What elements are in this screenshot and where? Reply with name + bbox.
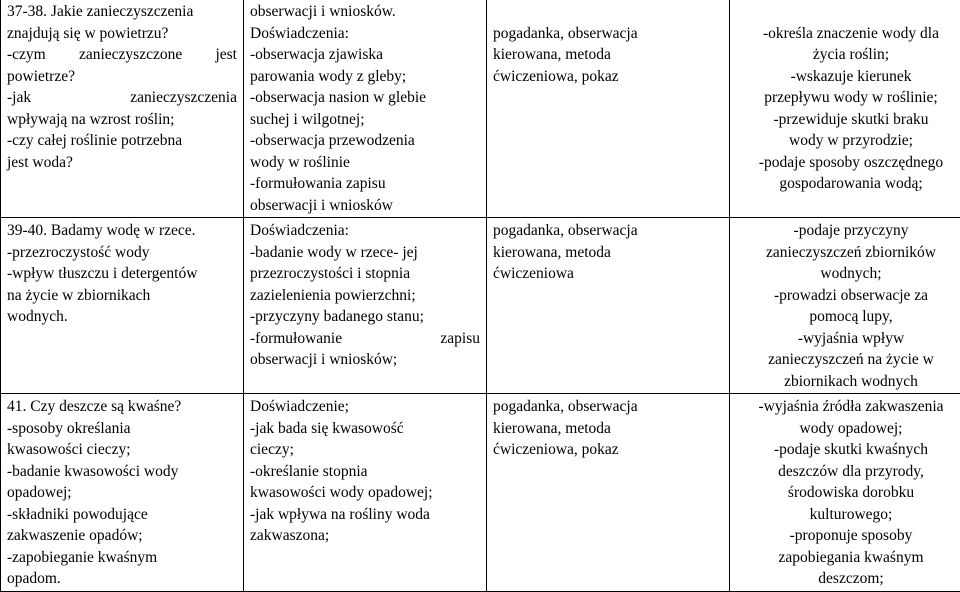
outcome-line: -proponuje sposoby [736, 525, 960, 547]
activities-cell [244, 218, 487, 394]
activity-line: -obserwacja przewodzenia [250, 130, 480, 152]
outcomes-cell [730, 218, 960, 394]
activity-line: kwasowości wody opadowej; [250, 482, 480, 504]
topic-line: -sposoby określania [7, 418, 237, 440]
outcome-line: -prowadzi obserwacje za [736, 285, 960, 307]
activity-line: suchej i wilgotnej; [250, 109, 480, 131]
activities-cell [244, 0, 487, 218]
outcome-line: zanieczyszczeń zbiorników [736, 242, 960, 264]
activity-line: -formułowanie zapisu [250, 328, 480, 350]
outcome-line: pomocą lupy, [736, 306, 960, 328]
topic-line: jest woda? [7, 152, 237, 174]
activity-line: Doświadczenia: [250, 220, 480, 242]
table-row [1, 394, 960, 592]
method-line: pogadanka, obserwacja [493, 396, 723, 418]
topic-cell [1, 0, 244, 218]
topic-line: kwasowości cieczy; [7, 439, 237, 461]
outcome-line: wody opadowej; [736, 418, 960, 440]
method-line: pogadanka, obserwacja [493, 23, 723, 45]
activity-line: wody w roślinie [250, 152, 480, 174]
outcomes-cell [730, 394, 960, 592]
methods-cell [487, 218, 730, 394]
topic-line: -badanie kwasowości wody [7, 461, 237, 483]
topic-line: 39-40. Badamy wodę w rzece. [7, 220, 237, 242]
topic-line: opadowej; [7, 482, 237, 504]
method-line: pogadanka, obserwacja [493, 220, 723, 242]
outcome-line: -podaje sposoby oszczędnego [736, 152, 960, 174]
outcome-line: -wskazuje kierunek [736, 66, 960, 88]
method-line: kierowana, metoda [493, 242, 723, 264]
activity-line: -formułowania zapisu [250, 173, 480, 195]
activity-line: obserwacji i wniosków. [250, 1, 480, 23]
table-row [1, 0, 960, 218]
method-line: ćwiczeniowa, pokaz [493, 66, 723, 88]
outcome-line: przepływu wody w roślinie; [736, 87, 960, 109]
topic-cell [1, 218, 244, 394]
outcome-line: deszczom; [736, 568, 960, 590]
outcome-line: gospodarowania wodą; [736, 173, 960, 195]
activity-line: -określanie stopnia [250, 461, 480, 483]
table-row [1, 218, 960, 394]
methods-cell [487, 394, 730, 592]
activity-line: parowania wody z gleby; [250, 66, 480, 88]
topic-cell [1, 394, 244, 592]
topic-line: powietrze? [7, 66, 237, 88]
outcome-line: zapobiegania kwaśnym [736, 547, 960, 569]
outcome-line: -określa znaczenie wody dla [736, 23, 960, 45]
method-line: kierowana, metoda [493, 418, 723, 440]
topic-line: wpływają na wzrost roślin; [7, 109, 237, 131]
topic-line: wodnych. [7, 306, 237, 328]
topic-line: opadom. [7, 568, 237, 590]
outcome-line: życia roślin; [736, 44, 960, 66]
method-line: ćwiczeniowa, pokaz [493, 439, 723, 461]
outcome-line: -podaje przyczyny [736, 220, 960, 242]
outcome-line: wodnych; [736, 263, 960, 285]
methods-cell [487, 0, 730, 218]
activity-line: -przyczyny badanego stanu; [250, 306, 480, 328]
topic-line: na życie w zbiornikach [7, 285, 237, 307]
outcome-line: zanieczyszczeń na życie w [736, 349, 960, 371]
outcome-line: -wyjaśnia źródła zakwaszenia [736, 396, 960, 418]
outcome-line: kulturowego; [736, 504, 960, 526]
activity-line: -jak bada się kwasowość [250, 418, 480, 440]
outcome-line: wody w przyrodzie; [736, 130, 960, 152]
topic-line: -wpływ tłuszczu i detergentów [7, 263, 237, 285]
activity-line: przezroczystości i stopnia [250, 263, 480, 285]
topic-line: 41. Czy deszcze są kwaśne? [7, 396, 237, 418]
topic-line: 37-38. Jakie zanieczyszczenia [7, 1, 237, 23]
topic-line: -jak zanieczyszczenia [7, 87, 237, 109]
outcomes-cell [730, 0, 960, 218]
topic-line: -czy całej roślinie potrzebna [7, 130, 237, 152]
activity-line: zazielenienia powierzchni; [250, 285, 480, 307]
outcome-line: -wyjaśnia wpływ [736, 328, 960, 350]
topic-line: -zapobieganie kwaśnym [7, 547, 237, 569]
activity-line: Doświadczenia: [250, 23, 480, 45]
topic-line: -składniki powodujące [7, 504, 237, 526]
topic-line: znajdują się w powietrzu? [7, 23, 237, 45]
activity-line: -badanie wody w rzece- jej [250, 242, 480, 264]
outcome-line: deszczów dla przyrody, [736, 461, 960, 483]
outcome-line: środowiska dorobku [736, 482, 960, 504]
activities-cell [244, 394, 487, 592]
activity-line: -jak wpływa na rośliny woda [250, 504, 480, 526]
topic-line: zakwaszenie opadów; [7, 525, 237, 547]
topic-line: -czym zanieczyszczone jest [7, 44, 237, 66]
activity-line: -obserwacja zjawiska [250, 44, 480, 66]
outcome-line: zbiornikach wodnych [736, 371, 960, 393]
method-line: ćwiczeniowa [493, 263, 723, 285]
activity-line: cieczy; [250, 439, 480, 461]
activity-line: zakwaszona; [250, 525, 480, 547]
topic-line: -przezroczystość wody [7, 242, 237, 264]
outcome-line: -podaje skutki kwaśnych [736, 439, 960, 461]
outcome-line: -przewiduje skutki braku [736, 109, 960, 131]
activity-line: obserwacji i wniosków [250, 195, 480, 217]
activity-line: obserwacji i wniosków; [250, 349, 480, 371]
activity-line: Doświadczenie; [250, 396, 480, 418]
activity-line: -obserwacja nasion w glebie [250, 87, 480, 109]
method-line: kierowana, metoda [493, 44, 723, 66]
